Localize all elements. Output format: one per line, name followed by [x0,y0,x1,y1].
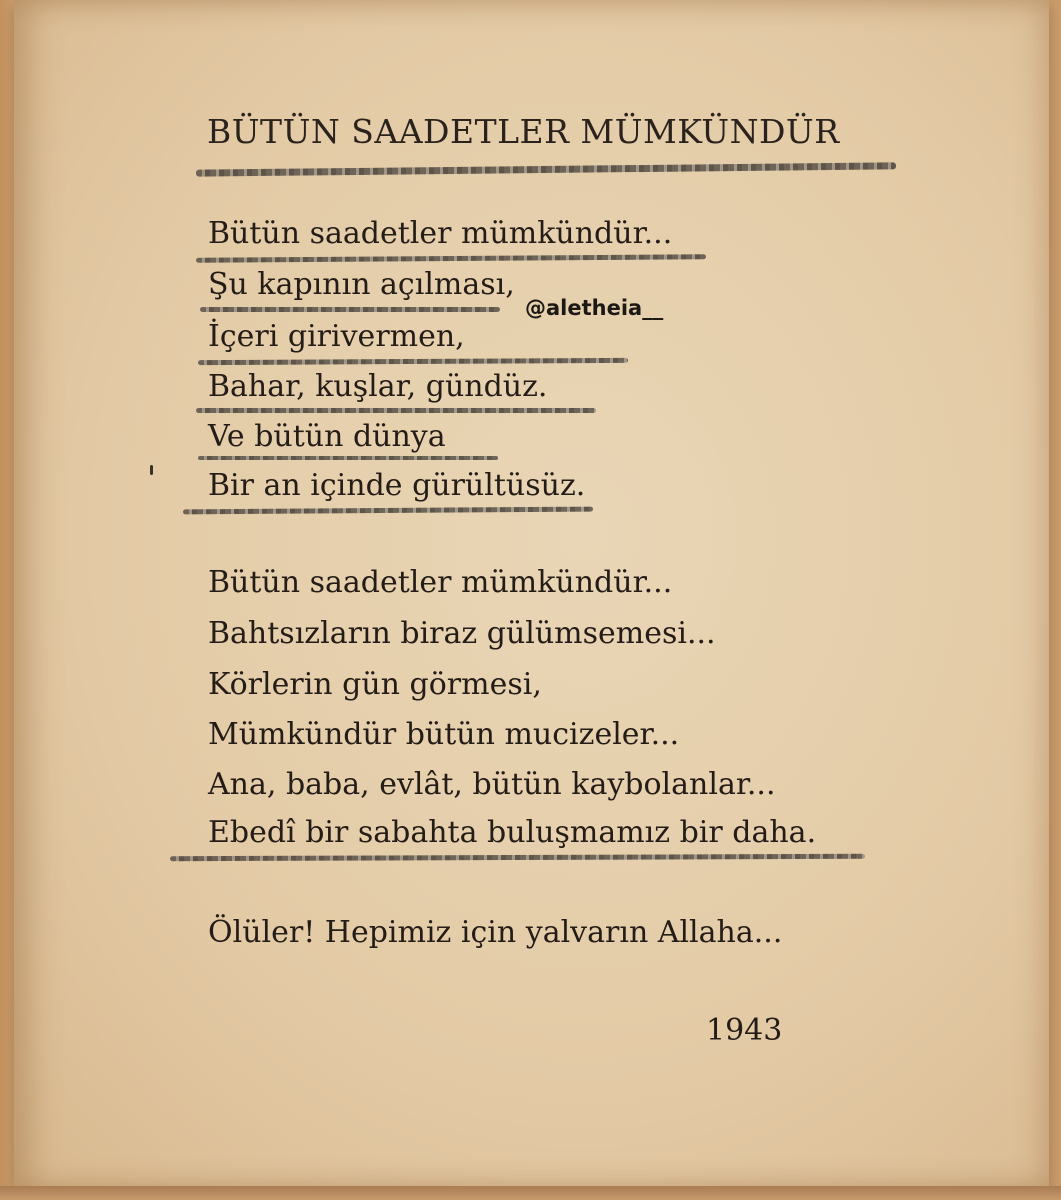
stanza1-line-6: Bir an içinde gürültüsüz. [208,468,586,503]
stanza1-line-4: Bahar, kuşlar, gündüz. [208,369,548,404]
stanza2-line-3: Körlerin gün görmesi, [208,667,542,702]
ink-mark [150,465,153,475]
watermark-handle: @aletheia__ [525,296,664,320]
pencil-underline [196,408,596,413]
stanza2-line-4: Mümkündür bütün mucizeler... [208,717,680,752]
stanza2-line-6: Ebedî bir sabahta buluşmamız bir daha. [208,815,817,850]
poem-title: BÜTÜN SAADETLER MÜMKÜNDÜR [207,112,840,151]
poem-year: 1943 [706,1013,783,1048]
closing-line: Ölüler! Hepimiz için yalvarın Allaha... [208,915,783,950]
stanza1-line-1: Bütün saadetler mümkündür... [208,216,673,251]
pencil-underline [198,456,498,460]
stanza1-line-2: Şu kapının açılması, [208,267,515,302]
stanza1-line-5: Ve bütün dünya [208,419,446,454]
stanza2-line-1: Bütün saadetler mümkündür... [208,565,673,600]
stanza2-line-5: Ana, baba, evlât, bütün kaybolanlar... [208,767,776,802]
page-bottom-edge [0,1186,1061,1200]
pencil-underline [200,307,500,312]
stanza1-line-3: İçeri girivermen, [208,319,465,354]
stanza2-line-2: Bahtsızların biraz gülümsemesi... [208,616,716,651]
